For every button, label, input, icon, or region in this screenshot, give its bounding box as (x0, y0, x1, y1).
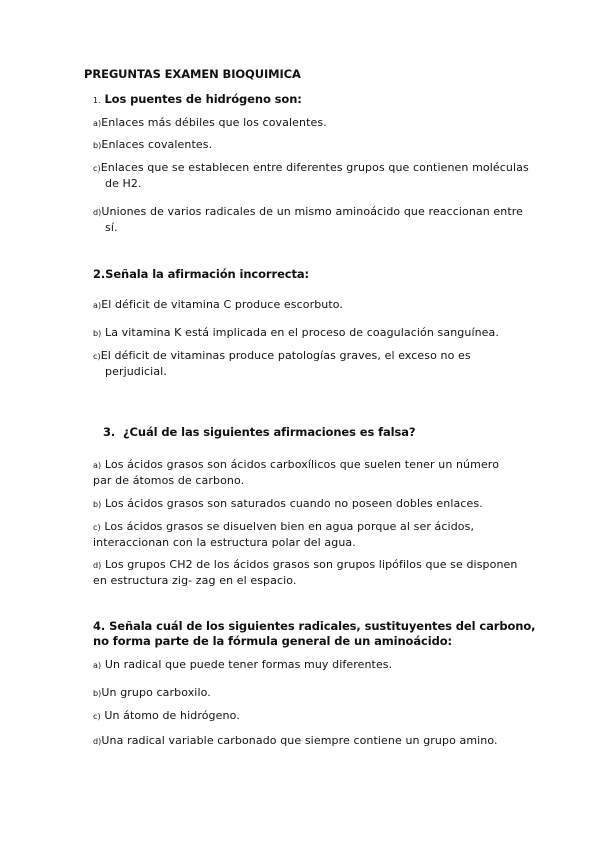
option-1b (93, 137, 212, 153)
question-3 (103, 425, 416, 440)
option-text: Uniones de varios radicales de un mismo aminoácido que reaccionan entre (101, 205, 524, 218)
option-letter: a) (93, 119, 102, 128)
option-text: Enlaces que se establecen entre diferentes grupos que contienen moléculas (100, 161, 529, 174)
option-text-continued: sí. (105, 221, 118, 234)
option-2b (93, 325, 499, 341)
option-3a (93, 457, 499, 488)
option-1a (93, 115, 327, 131)
option-text: Un átomo de hidrógeno. (100, 709, 240, 722)
option-text: El déficit de vitamina C produce escorbuto. (101, 298, 344, 311)
option-3d (93, 557, 517, 588)
option-letter: a) (93, 661, 102, 670)
option-4a (93, 657, 392, 673)
option-text: Los ácidos grasos son saturados cuando no poseen dobles enlaces. (101, 497, 483, 510)
question-2-number: 2. (93, 267, 106, 281)
option-4d (93, 733, 498, 749)
option-letter: d) (93, 208, 102, 217)
option-letter: b) (93, 141, 102, 150)
option-text: Una radical variable carbonado que siempre contiene un grupo amino. (101, 734, 498, 747)
option-letter: c) (93, 352, 101, 361)
option-text: Los ácidos grasos se disuelven bien en agua porque al ser ácidos, (100, 520, 475, 533)
option-letter: c) (93, 164, 101, 173)
option-3b (93, 496, 483, 512)
document-title: PREGUNTAS EXAMEN BIOQUIMICA (84, 67, 301, 81)
question-2 (93, 267, 309, 282)
option-text-continued: perjudicial. (105, 365, 167, 378)
option-4b (93, 685, 211, 701)
option-letter: d) (93, 561, 102, 570)
option-text: Un grupo carboxilo. (101, 686, 211, 699)
option-text: Los grupos CH2 de los ácidos grasos son grupos lipófilos que se disponen (101, 558, 518, 571)
option-text: Enlaces covalentes. (101, 138, 213, 151)
option-text: El déficit de vitaminas produce patologías graves, el exceso no es (100, 349, 471, 362)
option-text-continued: de H2. (105, 177, 142, 190)
option-2a (93, 297, 343, 313)
option-letter: b) (93, 689, 102, 698)
option-letter: a) (93, 301, 102, 310)
option-text: Los ácidos grasos son ácidos carboxílicos que suelen tener un número (101, 458, 500, 471)
question-1-text: Los puentes de hidrógeno son: (104, 92, 302, 106)
question-4-text: Señala cuál de los siguientes radicales, sustituyentes del carbono, (109, 619, 536, 633)
option-letter: b) (93, 500, 102, 509)
question-4-text-continued: no forma parte de la fórmula general de un aminoácido: (93, 634, 453, 648)
option-letter: c) (93, 712, 101, 721)
option-letter: d) (93, 737, 102, 746)
question-1-number: 1. (93, 96, 101, 105)
question-3-number: 3. (103, 425, 116, 439)
question-2-text: Señala la afirmación incorrecta: (105, 267, 310, 281)
option-4c (93, 708, 240, 724)
option-text-continued: interaccionan con la estructura polar del agua. (93, 536, 356, 549)
option-1d (93, 204, 523, 235)
option-2c (93, 348, 471, 379)
option-1c (93, 160, 529, 191)
question-1 (93, 92, 302, 108)
option-text-continued: par de átomos de carbono. (93, 474, 245, 487)
option-text: La vitamina K está implicada en el proceso de coagulación sanguínea. (101, 326, 499, 339)
option-letter: b) (93, 329, 102, 338)
option-text: Enlaces más débiles que los covalentes. (101, 116, 327, 129)
question-3-text: ¿Cuál de las siguientes afirmaciones es falsa? (122, 425, 416, 439)
option-3c (93, 519, 474, 550)
option-text-continued: en estructura zig- zag en el espacio. (93, 574, 297, 587)
question-4 (93, 619, 535, 649)
question-4-number: 4. (93, 619, 106, 633)
option-letter: c) (93, 523, 101, 532)
option-letter: a) (93, 461, 102, 470)
option-text: Un radical que puede tener formas muy diferentes. (101, 658, 393, 671)
